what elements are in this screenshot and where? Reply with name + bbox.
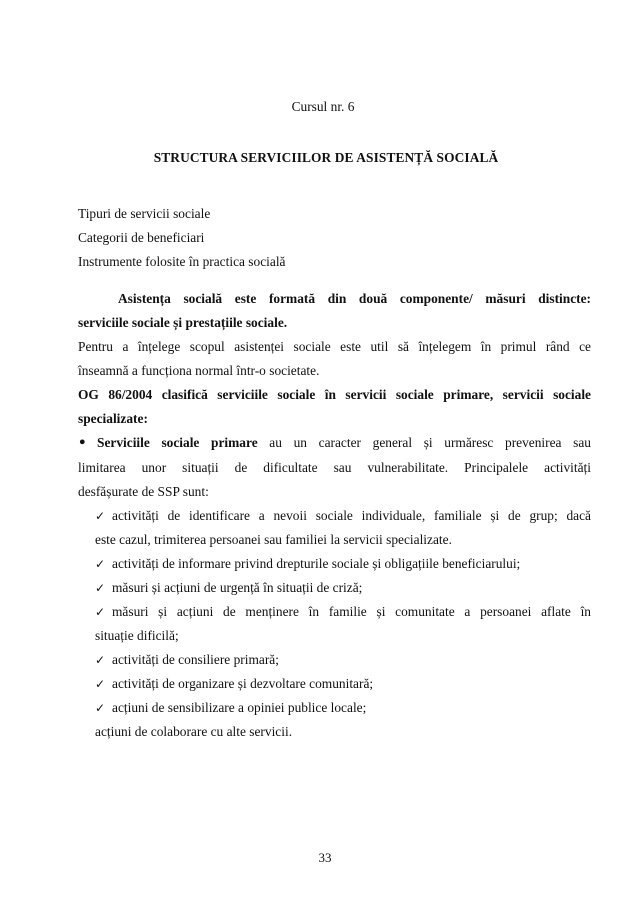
paragraph-line: OG 86/2004 clasifică serviciile sociale în servicii sociale primare, servicii sociale [78,387,591,402]
checkmark-icon: ✓ [95,581,106,595]
checkmark-icon: ✓ [95,557,106,571]
topic-item: Categorii de beneficiari [78,230,205,245]
list-item: acțiuni de colaborare cu alte servicii. [95,724,293,739]
page-number: 33 [318,850,332,865]
document-body [78,202,591,744]
list-item-continuation: situație dificilă; [95,628,179,643]
bullet-line [78,431,591,456]
bullet-text: au un caracter general și urmăresc prevenirea sau [257,435,591,450]
paragraph-line: serviciile sociale și prestațiile sociale. [78,315,288,330]
list-item: ✓ activități de informare privind drepturile sociale și obligațiile beneficiarului; [78,552,591,576]
bullet-line: desfășurate de SSP sunt: [78,484,209,499]
list-item: ✓ activități de consiliere primară; [78,648,591,672]
paragraph-line: înseamnă a funcționa normal într-o societate. [78,363,320,378]
list-item-continuation: este cazul, trimiterea persoanei sau familiei la servicii specializate. [95,532,452,547]
checkmark-icon: ✓ [95,605,106,619]
list-item: ✓ activități de identificare a nevoii sociale individuale, familiale și de grup; dacă [78,504,591,528]
list-item: ✓ acțiuni de sensibilizare a opiniei publice locale; [78,696,591,720]
bullet-bold-text: Serviciile sociale primare [97,435,258,450]
course-heading: Cursul nr. 6 [291,99,355,114]
bullet-icon: • [78,436,87,451]
topic-item: Instrumente folosite în practica socială [78,254,286,269]
list-item: ✓ măsuri și acțiuni de menținere în familie și comunitate a persoanei aflate în [78,600,591,624]
list-item: ✓ măsuri și acțiuni de urgență în situații de criză; [78,576,591,600]
checkmark-icon: ✓ [95,677,106,691]
checkmark-icon: ✓ [95,509,106,523]
list-item: ✓ activități de organizare și dezvoltare comunitară; [78,672,591,696]
paragraph-line: Asistența socială este formată din două componente/ măsuri distincte: [118,291,591,306]
checkmark-icon: ✓ [95,701,106,715]
paragraph-line: Pentru a înțelege scopul asistenței sociale este util să înțelegem în primul rând ce [78,339,591,354]
page-title: STRUCTURA SERVICIILOR DE ASISTENȚĂ SOCIALĂ [153,150,499,165]
paragraph-line: specializate: [78,411,148,426]
checkmark-icon: ✓ [95,653,106,667]
topic-item: Tipuri de servicii sociale [78,206,211,221]
bullet-line: limitarea unor situații de dificultate sau vulnerabilitate. Principalele activități [78,460,591,475]
